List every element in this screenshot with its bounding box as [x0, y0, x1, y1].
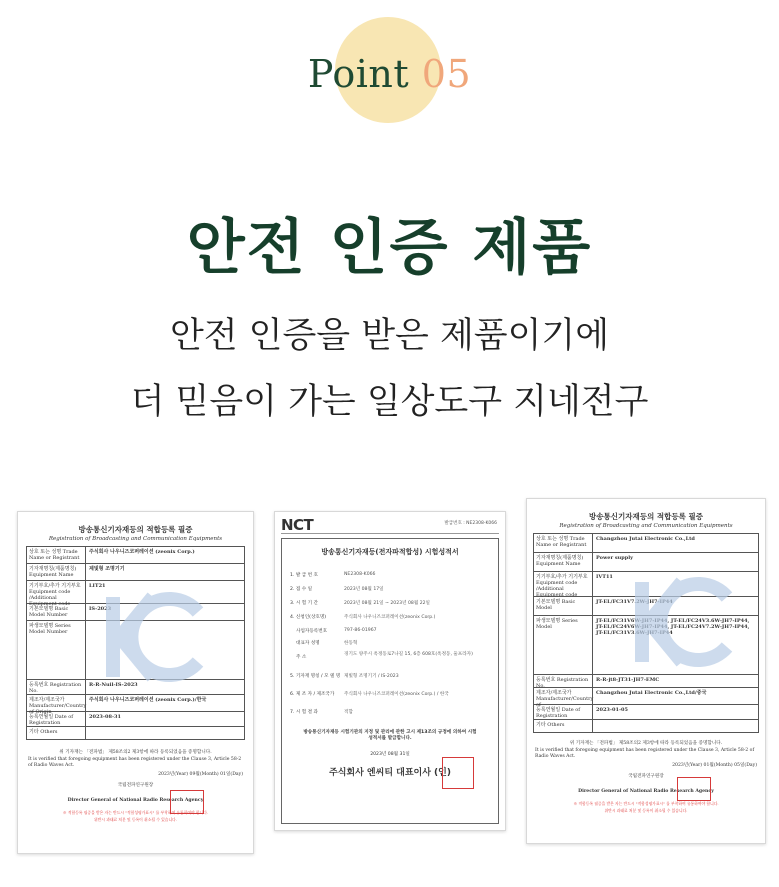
cert-row: 등록번호 Registration No. R-R-jt8-JT31-JH7-EMC: [534, 675, 758, 688]
cert-row: 상호 또는 성명 Trade Name or Registrant 주식회사 나우니즈코퍼레이션 (zeonix Corp.): [27, 547, 244, 564]
point-label: [0, 52, 779, 96]
report-item-value: 제빛형 조명기기 / IS-2023: [344, 674, 399, 679]
point-number: 05: [421, 52, 472, 96]
cert-row: 기본모델명 Basic Model JT-EL/FC31V7.2W-JH7-IP44: [534, 597, 758, 616]
certificate-test-report: [274, 511, 506, 831]
report-number: 발급번호 : NE2308-K066: [444, 521, 497, 526]
cert-statement-en: It is verified that foregoing equipment has been registered under the Clause 3, Article 58-2 of Radio Waves Act.: [535, 747, 755, 759]
cert-row: 등록번호 Registration No. R-R-Nuil-IS-2023: [27, 680, 244, 695]
report-frame: [281, 538, 499, 824]
cert-title-kr: 방송통신기자재등의 적합등록 필증: [78, 525, 193, 534]
cert-agency-kr: 국립전파연구원장: [628, 774, 664, 779]
official-seal-icon: [170, 790, 204, 814]
report-issuer: 주식회사 엔씨티 대표이사 (인): [329, 768, 451, 778]
company-seal-icon: [442, 757, 474, 789]
subtitle-line-1: 안전 인증을 받은 제품이기에: [169, 316, 610, 356]
certificate-registration-1: [17, 511, 254, 854]
cert-row: 기기부호/추가 기기부호 Equipment code /Additional Equipment code IVT11: [534, 572, 758, 597]
section-title: 안전 인증 제품: [186, 213, 593, 283]
official-seal-icon: [677, 777, 711, 801]
report-item-value: 2023년 08월 17일: [344, 587, 384, 592]
cert-row: 기기부호/추가 기기부호 Equipment code /Additional Equipment code LIT21: [27, 581, 244, 604]
cert-agency-en: Director General of National Radio Research Agency: [578, 788, 714, 794]
report-item-value: 주식회사 나우니즈코퍼레이션(zeonix Corp.): [344, 615, 436, 620]
cert-row: 기자재명칭(제품명칭) Equipment Name 제빛형 조명기기: [27, 564, 244, 581]
report-item-value: 경기도 양주시 옥정동로7나길 15, 6층 608호(옥정동, 둘프라자): [344, 652, 473, 657]
cert-warning-1: ※ 적합등록 필증을 받은 자는 반드시 "적합성평가표시" 를 부착하여 유통하여야 합니다.: [62, 810, 209, 815]
report-item-label: 4. 신청인(상호명): [290, 615, 327, 620]
report-item-label: 5. 기자재 명칭 / 모 델 명: [290, 674, 341, 679]
cert-statement-kr: 위 기자재는 「전파법」 제58조의2 제3항에 따라 등록되었음을 증명합니다.: [569, 741, 723, 746]
cert-row: 파생모델명 Series Model Number: [27, 621, 244, 680]
report-item-value: 주식회사 나우니즈코퍼레이션(zeonix Corp.) / 한국: [344, 692, 449, 697]
cert-row: 파생모델명 Series Model JT-EL/FC31V6W-JH7-IP44, JT-EL/FC24V3.6W-JH7-IP44, JT-EL/FC24V6W-JH7-IP44, JT-EL/FC24V7.2W-JH7-IP44, JT-EL/FC31V3.6W-JH7-IP44: [534, 616, 758, 675]
report-item-value: 적합: [344, 710, 353, 715]
report-item-label: 사업자등록번호: [296, 629, 328, 634]
cert-agency-kr: 국립전파연구원장: [117, 783, 154, 788]
cert-warning-2: 위반시 과태료 처분 및 등록이 취소될 수 있습니다.: [93, 816, 177, 822]
cert-title-kr: 방송통신기자재등의 적합등록 필증: [589, 512, 703, 521]
report-item-label: 6. 제 조 자 / 제조국가: [290, 692, 335, 697]
report-item-label: 3. 시 험 기 간: [290, 601, 318, 606]
cert-statement-kr: 위 기자재는 「전파법」 제58조의2 제3항에 따라 등록되었음을 증명합니다.: [59, 750, 212, 755]
cert-title-en: Registration of Broadcasting and Communication Equipments: [48, 536, 223, 542]
kc-mark-icon: [627, 567, 737, 677]
report-item-value: 2023년 08월 21일 ~ 2023년 08월 22일: [344, 601, 430, 606]
cert-row: 기자재명칭(제품명칭) Equipment Name Power supply: [534, 553, 758, 572]
report-statement: 방송통신기자재등 시험기관의 지정 및 관리에 관한 고시 제13조의 규정에 의하여 시험성적서를 발급합니다.: [303, 730, 477, 741]
cert-row: 등록연월일 Date of Registration 2023-01-05: [534, 705, 758, 720]
cert-row: 제조자/제조국가 Manufacturer/Country of Changzhou Jutai Electronic Co.,Ltd/중국: [534, 688, 758, 705]
cert-row: 등록연월일 Date of Registration 2023-08-31: [27, 712, 244, 727]
certificate-registration-2: [526, 498, 766, 844]
report-item-label: 대표자 성명: [296, 641, 320, 646]
cert-statement-en: It is verified that foregoing equipment has been registered under the Clause 3, Article 58-2 of Radio Waves Act.: [28, 756, 242, 768]
cert-date: 2023년(Year) 09월(Month) 01일(Day): [158, 771, 243, 777]
point-word: Point: [307, 52, 410, 96]
report-date: 2023년 08월 31일: [370, 752, 410, 757]
report-item-value: NE2308-K066: [344, 572, 376, 577]
cert-row: 제조자/제조국가 Manufacturer/Country of Origin 주식회사 나우니즈코퍼레이션 (zeonix Corp.)/한국: [27, 695, 244, 712]
cert-date: 2023년(Year) 01월(Month) 05일(Day): [672, 762, 757, 768]
cert-row: 기타 Others: [534, 720, 758, 733]
subtitle-line-2: 더 믿음이 가는 일상도구 지네전구: [130, 382, 649, 422]
cert-warning-2: 위반시 과태료 처분 및 등록이 취소될 수 있습니다.: [604, 807, 688, 813]
kc-mark-icon: [98, 582, 208, 692]
cert-title-en: Registration of Broadcasting and Communication Equipments: [559, 523, 733, 529]
report-item-value: 한동혁: [344, 641, 358, 646]
cert-row: 기타 Others: [27, 727, 244, 740]
cert-row: 상호 또는 성명 Trade Name or Registrant Changzhou Jutai Electronic Co.,Ltd: [534, 534, 758, 553]
report-item-label: 2. 접 수 일: [290, 587, 313, 592]
report-item-label: 주 소: [296, 655, 307, 660]
nct-logo: NCT: [281, 516, 314, 534]
report-item-label: 1. 발 급 번 호: [290, 573, 318, 578]
report-title: 방송통신기자재등(전자파적합성) 시험성적서: [321, 548, 459, 556]
cert-warning-1: ※ 적합등록 필증을 받은 자는 반드시 "적합성평가표시" 를 부착하여 유통하여야 합니다.: [573, 801, 719, 806]
report-item-value: 797-86-01967: [344, 628, 377, 633]
cert-row: 기본모델명 Basic Model Number IS-2023: [27, 604, 244, 621]
cert-agency-en: Director General of National Radio Research Agency: [67, 797, 204, 803]
report-item-label: 7. 시 험 결 과: [290, 710, 318, 715]
